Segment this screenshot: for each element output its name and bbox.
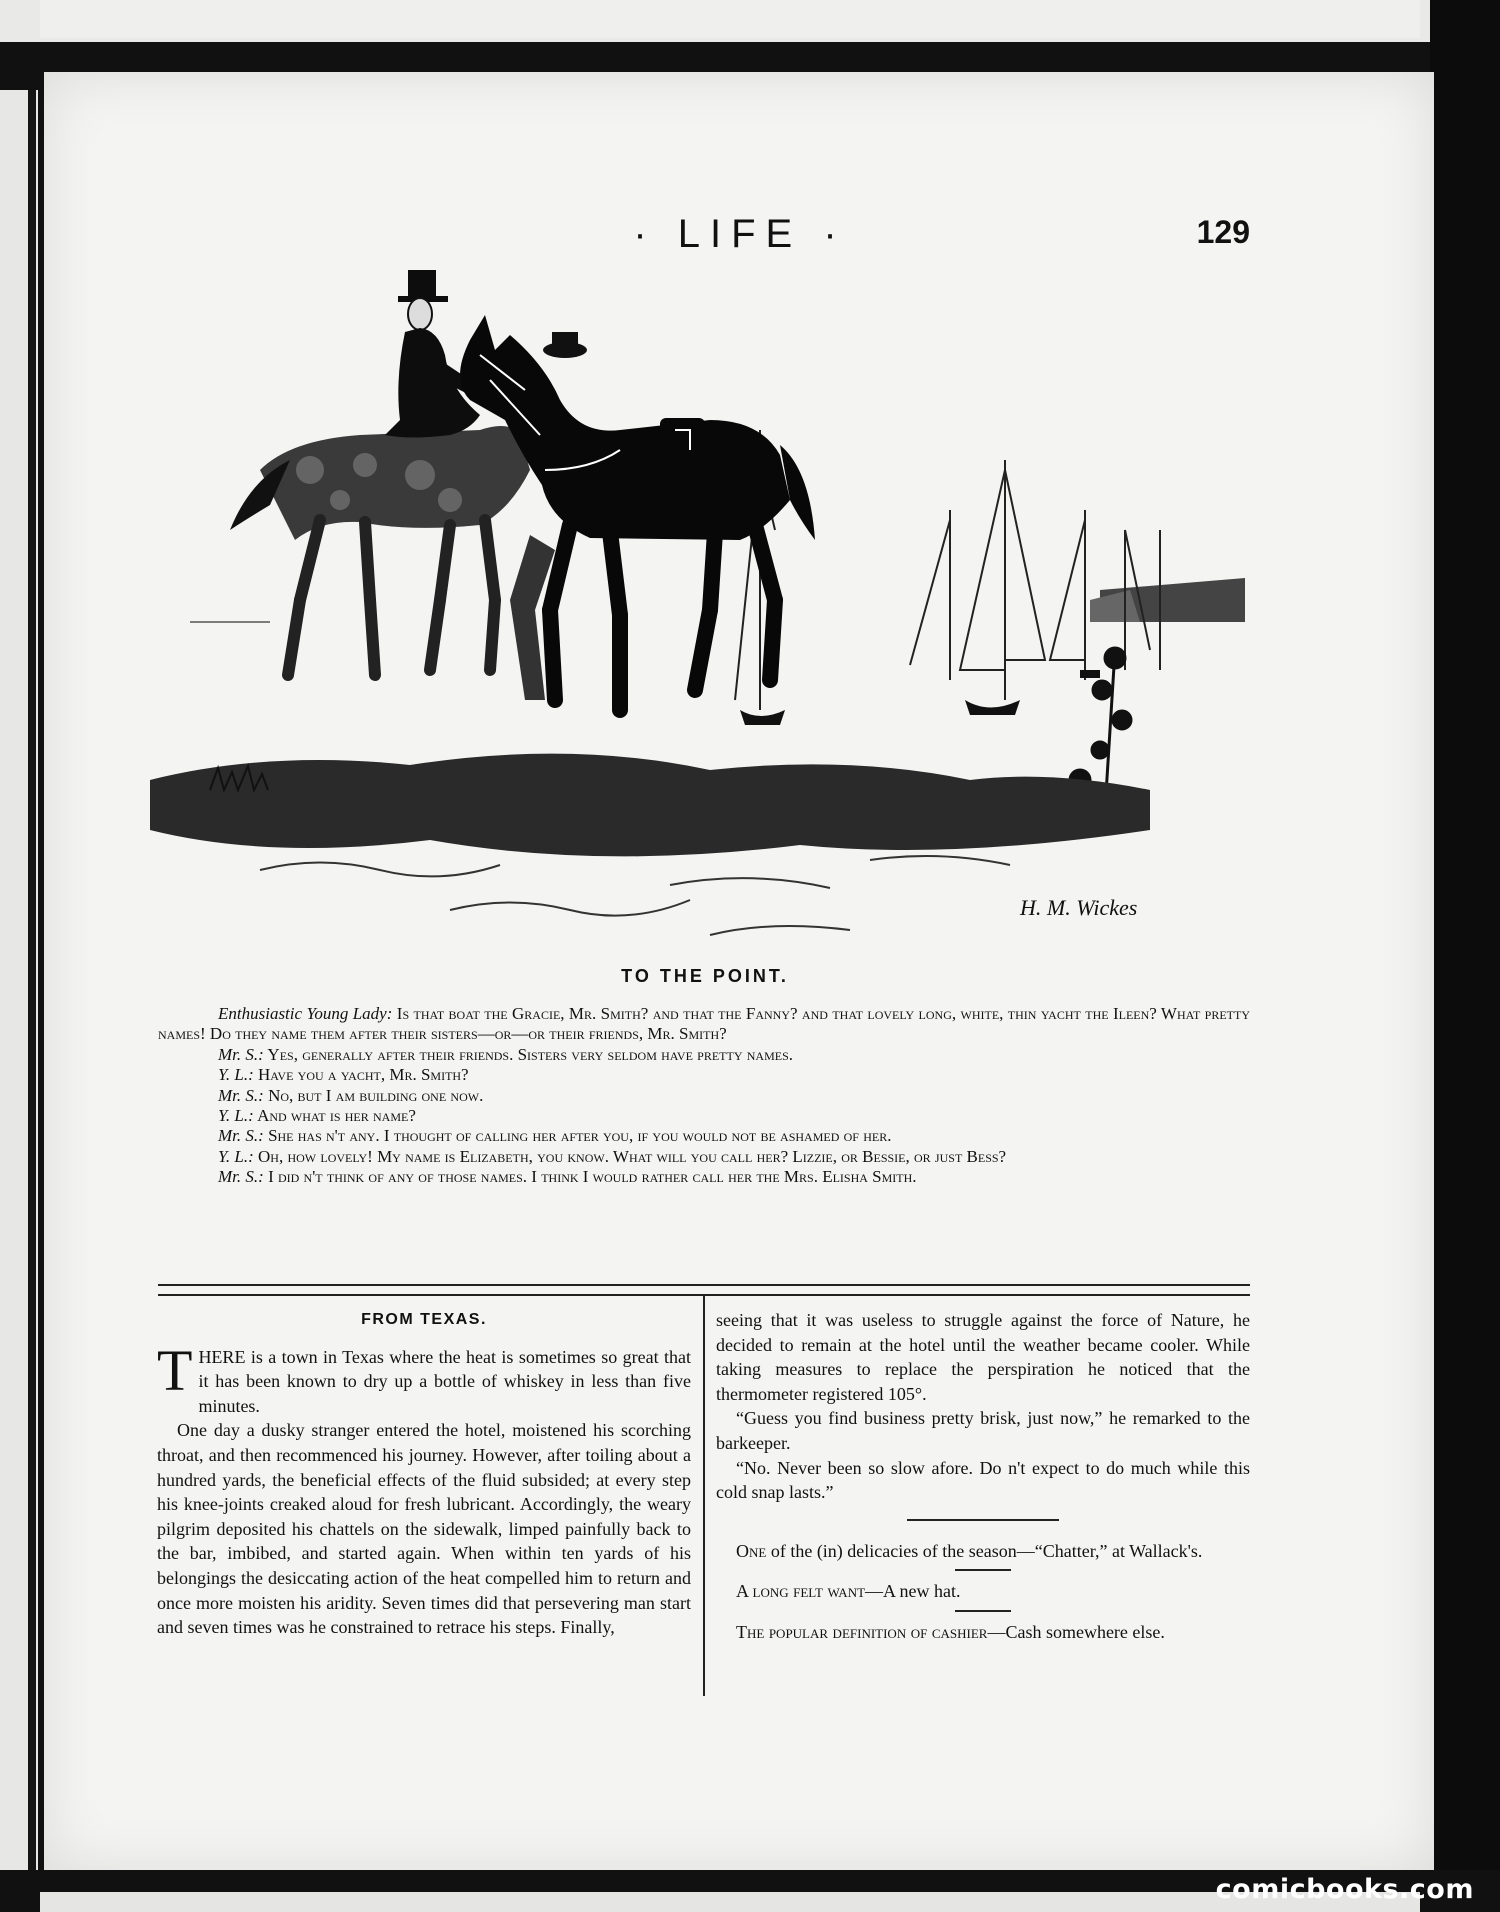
dialogue-line [158,1106,1250,1126]
article-paragraph [157,1337,691,1419]
dialogue-line [158,1147,1250,1167]
dialogue-text: Yes, generally after their friends. Sisters very seldom have pretty names. [263,1044,794,1064]
article-paragraph: seeing that it was useless to struggle against the force of Nature, he decided to remain at the hotel until the weather became cooler. While taking measures to replace the perspiration he noticed that the thermometer registered 105°. [716,1310,1250,1404]
dialogue-line [158,1045,1250,1065]
article-paragraph: “No. Never been so slow afore. Do n't expect to do much while this cold snap lasts.” [716,1457,1250,1503]
article-column-right [716,1308,1250,1645]
masthead-title: · LIFE · [633,212,847,256]
dialogue-text: Have you a yacht, Mr. Smith? [253,1065,469,1085]
equestrian-illustration-icon [150,270,1260,950]
squib [716,1620,1250,1645]
article-paragraph: “Guess you find business pretty brisk, just now,” he remarked to the barkeeper. [716,1408,1250,1453]
cartoon-title: TO THE POINT. [621,966,789,986]
dialogue-text: I did n't think of any of those names. I think I would rather call her the Mrs. Elisha Smith. [263,1167,917,1187]
speaker-label: Mr. S.: [218,1126,264,1146]
speaker-label: Y. L.: [218,1065,254,1085]
speaker-label: Mr. S.: [218,1085,264,1105]
dialogue-text: Is that boat the Gracie, Mr. Smith? and that the Fanny? and that lovely long, white, thin yacht the Ileen? What pretty names! Do they name them after their sisters—or—or their friends, Mr. Smith? [158,1004,1251,1044]
speaker-label: Y. L.: [218,1146,254,1166]
dialogue-text: And what is her name? [253,1106,416,1126]
squib-text: —Cash somewhere else. [987,1621,1165,1642]
dialogue-line [158,1065,1250,1085]
scan-border-right [1430,0,1500,1912]
drop-cap: T [157,1337,193,1403]
article-paragraph: One day a dusky stranger entered the hotel, moistened his scorching throat, and then recommenced his journey. However, after toiling about a hundred yards, the beneficial effects of the fluid subsided; at every step his knee-joints creaked aloud for fresh lubricant. Accordingly, the weary pilgrim deposited his chattels on the sidewalk, limped painfully back to the bar, imbibed, and started again. When within ten yards of his belongings the desiccating action of the heat compelled him to return and once more moisten his aridity. Seven times did that persevering man start and seven times was he constrained to retrace his steps. Finally, [157,1420,691,1638]
squib-text: —A new hat. [865,1581,961,1602]
divider-rule [907,1519,1059,1521]
speaker-label: Y. L.: [218,1106,254,1126]
page-number: 129 [1196,214,1250,250]
article-column-left [157,1306,691,1640]
dialogue-text: No, but I am building one now. [263,1085,484,1105]
dialogue-line [158,1126,1250,1146]
paragraph-text: HERE is a town in Texas where the heat is sometimes so great that it has been known to dry up a bottle of whiskey in less than five minutes. [198,1346,691,1416]
squib-text: of the (in) delicacies of the season—“Chatter,” at Wallack's. [766,1540,1203,1561]
dialogue-text: Oh, how lovely! My name is Elizabeth, you know. What will you call her? Lizzie, or Bessie, or just Bess? [253,1146,1007,1166]
column-divider [703,1296,705,1696]
article-title: FROM TEXAS. [361,1311,487,1328]
squib [716,1579,1250,1604]
speaker-label: Enthusiastic Young Lady: [218,1004,393,1023]
squib [716,1539,1250,1564]
dialogue-line [158,1086,1250,1106]
speaker-label: Mr. S.: [218,1167,264,1187]
squib-lead: A long felt want [736,1581,866,1602]
speaker-label: Mr. S.: [218,1044,264,1064]
site-watermark: comicbooks.com [1215,1874,1474,1905]
squib-lead: One [736,1540,767,1561]
squib-lead: The popular definition of cashier [736,1621,988,1642]
cartoon-dialogue [158,1004,1250,1188]
dialogue-line [158,1167,1250,1187]
artist-signature: H. M. Wickes [1020,895,1138,920]
divider-rule [955,1610,1011,1612]
dialogue-line [158,1004,1250,1045]
gutter-rule [28,90,36,1912]
divider-rule [955,1569,1011,1571]
section-divider [158,1284,1250,1296]
dialogue-text: She has n't any. I thought of calling her after you, if you would not be ashamed of her. [263,1126,892,1146]
